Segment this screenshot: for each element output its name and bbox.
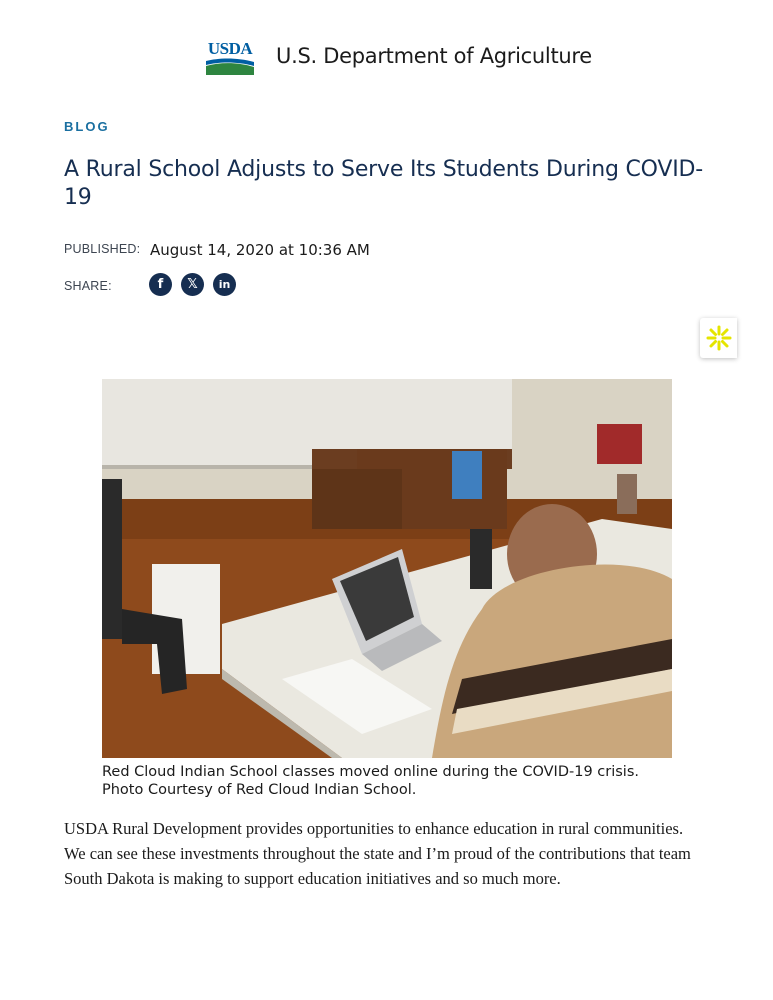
site-header <box>0 38 773 78</box>
blog-tag[interactable]: BLOG <box>64 119 110 134</box>
usda-logo-text: USDA <box>207 39 253 58</box>
feedback-widget[interactable] <box>700 318 737 358</box>
published-date: August 14, 2020 at 10:36 AM <box>150 241 370 259</box>
linkedin-icon[interactable]: in <box>213 273 236 296</box>
facebook-icon[interactable]: f <box>149 273 172 296</box>
usda-logo-mark <box>206 58 254 75</box>
share-label: SHARE: <box>64 279 112 293</box>
image-caption-line: Red Cloud Indian School classes moved online during the COVID-19 crisis. <box>102 764 639 780</box>
article-photo <box>102 379 672 758</box>
sparkle-icon <box>706 325 732 351</box>
site-title[interactable]: U.S. Department of Agriculture <box>276 44 592 68</box>
article-title: A Rural School Adjusts to Serve Its Students During COVID-19 <box>64 157 704 210</box>
classroom-photo <box>102 379 672 758</box>
published-label: PUBLISHED: <box>64 242 141 256</box>
usda-logo[interactable] <box>205 40 255 76</box>
image-caption <box>102 763 702 799</box>
share-icons <box>149 273 236 296</box>
x-icon[interactable]: 𝕏 <box>181 273 204 296</box>
article-body: USDA Rural Development provides opportunities to enhance education in rural communities. We can see these investments throughout the state and I’m proud of the contributions that team South Dakota is making to support education initiatives and so much more. <box>64 819 691 888</box>
image-caption-credit: Photo Courtesy of Red Cloud Indian School. <box>102 782 417 798</box>
